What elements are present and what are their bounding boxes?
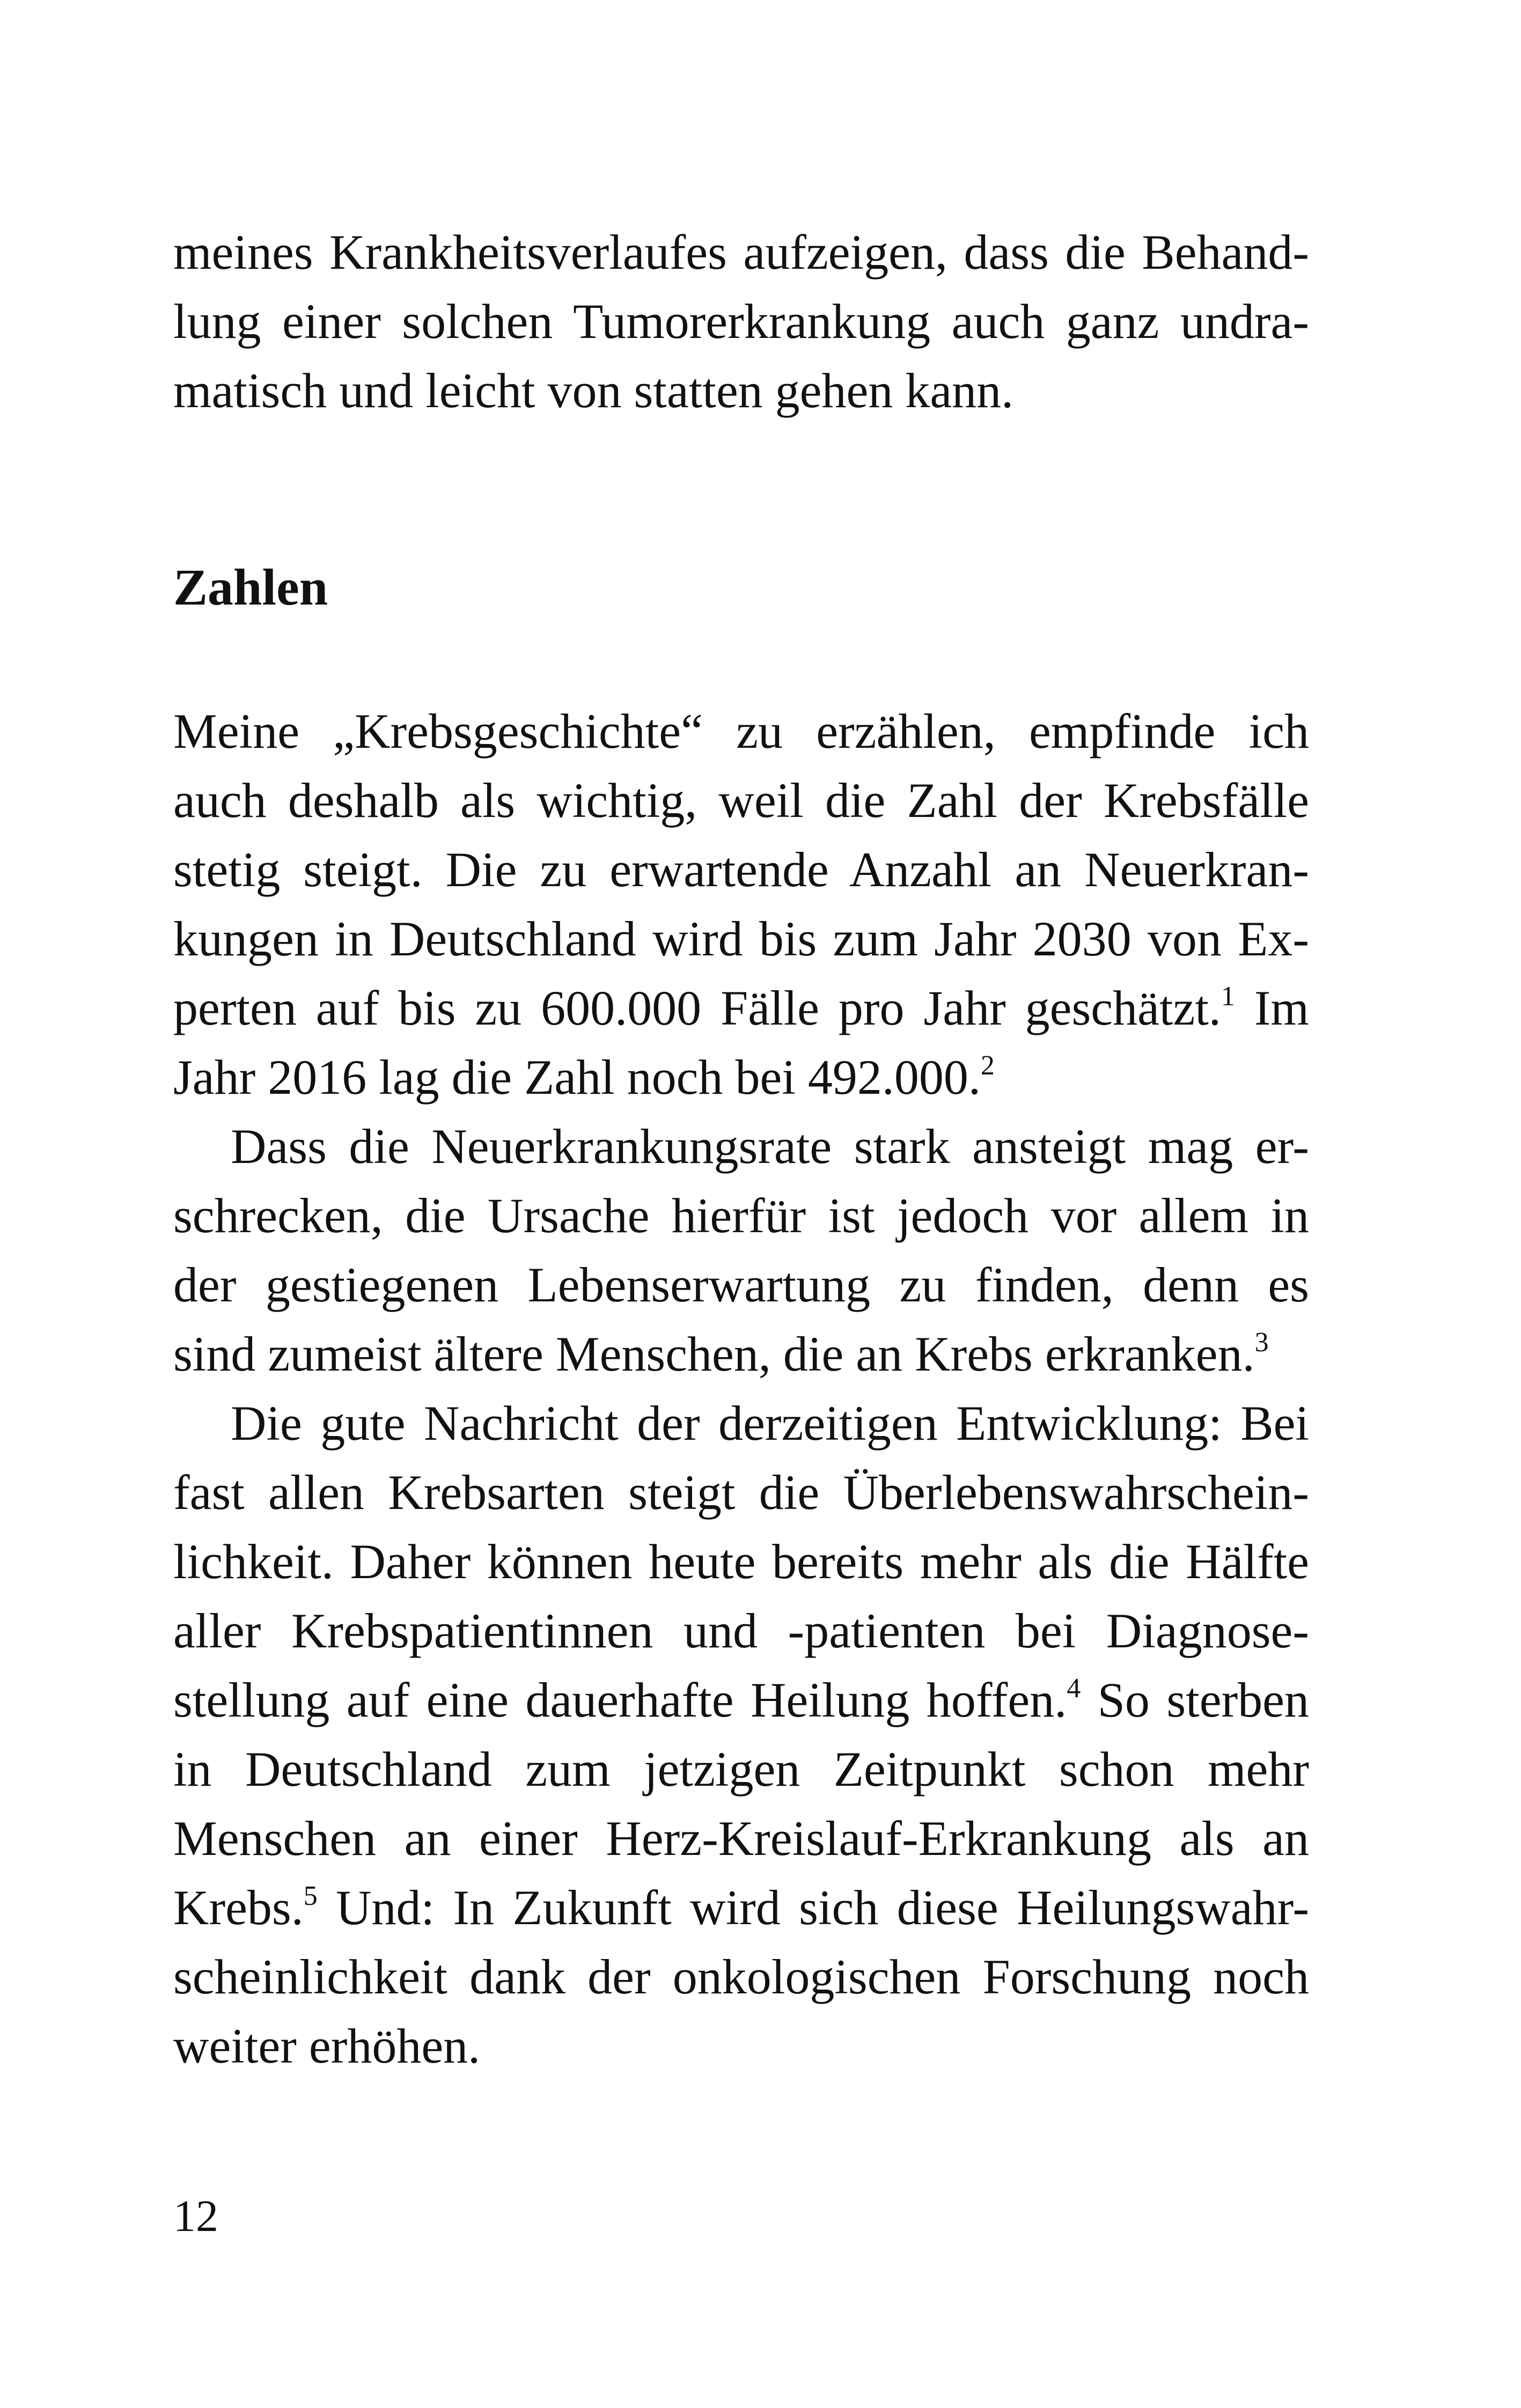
- line-text-after-footnote: Und: In Zukunft wird sich diese Heilungswahr-: [317, 1880, 1309, 1935]
- line-text: weiter erhöhen.: [173, 2019, 481, 2073]
- line-text-after-footnote: So sterben: [1081, 1673, 1309, 1727]
- paragraph-line: [173, 835, 1309, 904]
- intro-line: matisch und leicht von statten gehen kann.: [173, 363, 1014, 418]
- line-text: Dass die Neuerkrankungsrate stark ansteigt mag er-: [231, 1119, 1309, 1174]
- line-text: sind zumeist ältere Menschen, die an Krebs erkranken.: [173, 1327, 1255, 1381]
- line-text: auch deshalb als wichtig, weil die Zahl der Krebsfälle: [173, 773, 1309, 828]
- line-text: scheinlichkeit dank der onkologischen Forschung noch: [173, 1949, 1309, 2004]
- footnote-marker: 4: [1067, 1673, 1081, 1704]
- paragraph-line: [173, 974, 1309, 1043]
- intro-paragraph: [173, 218, 1309, 425]
- footnote-marker: 2: [980, 1050, 995, 1081]
- paragraph-line: [173, 904, 1309, 974]
- line-text: lichkeit. Daher können heute bereits mehr als die Hälfte: [173, 1534, 1309, 1589]
- line-text: Meine „Krebsgeschichte“ zu erzählen, empfinde ich: [173, 704, 1309, 759]
- line-text: stetig steigt. Die zu erwartende Anzahl an Neuerkran-: [173, 842, 1309, 897]
- page-number: 12: [173, 2191, 218, 2241]
- line-text: der gestiegenen Lebenserwartung zu finden, denn es: [173, 1257, 1309, 1312]
- footnote-marker: 5: [303, 1881, 318, 1912]
- section-body: [173, 697, 1309, 2081]
- line-text: Menschen an einer Herz-Kreislauf-Erkrankung als an: [173, 1811, 1309, 1866]
- line-text: Krebs.: [173, 1880, 304, 1935]
- line-text: in Deutschland zum jetzigen Zeitpunkt schon mehr: [173, 1742, 1309, 1796]
- paragraph-line: [173, 1527, 1309, 1596]
- line-text: schrecken, die Ursache hierfür ist jedoch vor allem in: [173, 1188, 1309, 1243]
- section-heading: Zahlen: [173, 558, 328, 616]
- paragraph-line: [173, 1043, 1309, 1112]
- paragraph-line: [173, 1804, 1309, 1873]
- line-text: aller Krebspatientinnen und -patienten bei Diagnose-: [173, 1603, 1309, 1658]
- line-text: perten auf bis zu 600.000 Fälle pro Jahr geschätzt.: [173, 981, 1221, 1035]
- paragraph-line: [173, 697, 1309, 766]
- paragraph-line: [173, 1181, 1309, 1250]
- line-text-after-footnote: Im: [1235, 981, 1309, 1035]
- footnote-marker: 1: [1221, 981, 1235, 1012]
- line-text: Die gute Nachricht der derzeitigen Entwicklung: Bei: [231, 1396, 1309, 1450]
- intro-line: meines Krankheitsverlaufes aufzeigen, dass die Behand-: [173, 225, 1309, 279]
- paragraph-line: [173, 1112, 1309, 1181]
- paragraph-line: [173, 1666, 1309, 1735]
- paragraph-line: [173, 1320, 1309, 1389]
- paragraph-line: [173, 1458, 1309, 1527]
- paragraph-line: [173, 1942, 1309, 2012]
- paragraph-line: [173, 1250, 1309, 1320]
- paragraph-line: [173, 1596, 1309, 1666]
- paragraph-line: [173, 1735, 1309, 1804]
- paragraph-line: [173, 1873, 1309, 1942]
- line-text: Jahr 2016 lag die Zahl noch bei 492.000.: [173, 1050, 981, 1104]
- paragraph-line: [173, 766, 1309, 835]
- line-text: fast allen Krebsarten steigt die Überlebenswahrschein-: [173, 1465, 1309, 1520]
- paragraph-line: [173, 2012, 1309, 2081]
- intro-line: lung einer solchen Tumorerkrankung auch ganz undra-: [173, 294, 1309, 349]
- line-text: kungen in Deutschland wird bis zum Jahr 2030 von Ex-: [173, 911, 1309, 966]
- line-text: stellung auf eine dauerhafte Heilung hoffen.: [173, 1673, 1067, 1727]
- footnote-marker: 3: [1254, 1327, 1269, 1358]
- paragraph-line: [173, 1389, 1309, 1458]
